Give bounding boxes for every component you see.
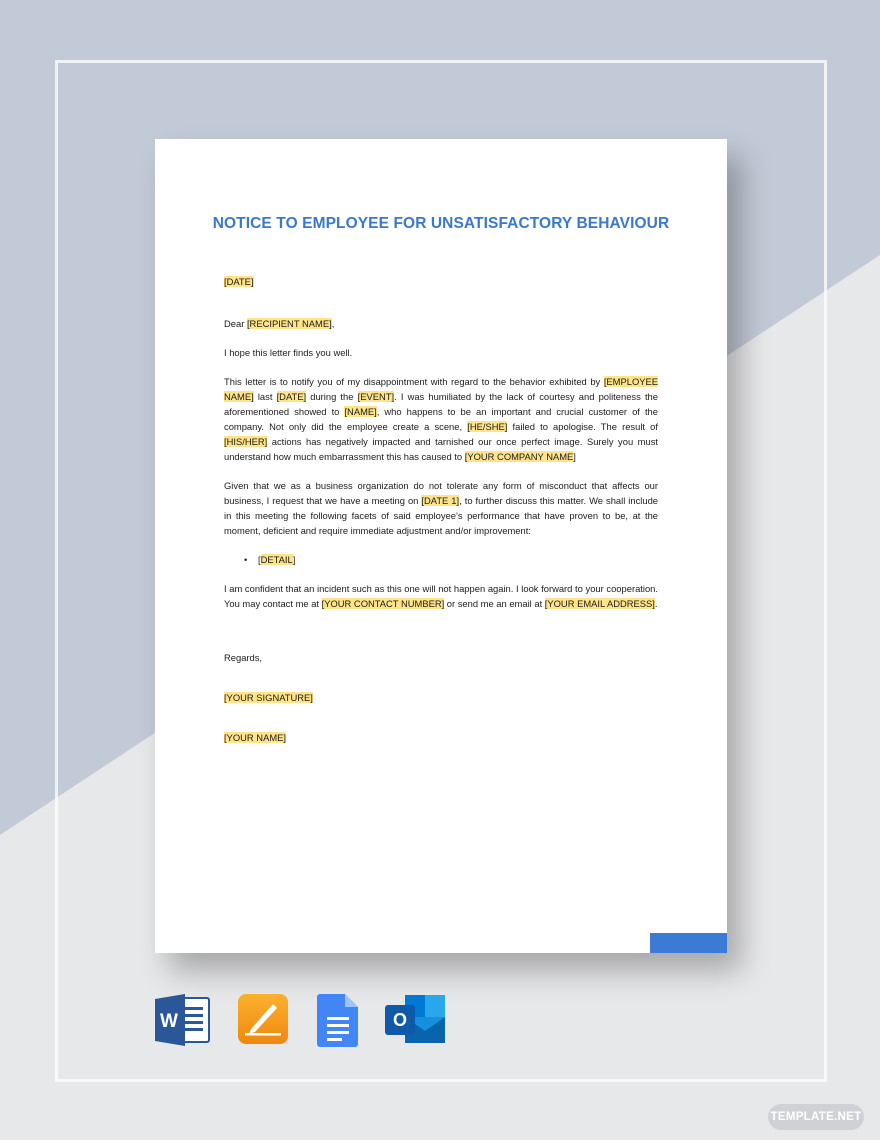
outlook-icon[interactable] xyxy=(385,993,447,1047)
contact-number-placeholder: [YOUR CONTACT NUMBER] xyxy=(321,598,445,609)
detail-placeholder: DETAIL xyxy=(260,554,293,565)
name-placeholder: [YOUR NAME] xyxy=(224,732,286,743)
event-date-placeholder: [DATE] xyxy=(276,391,307,402)
date-placeholder: [DATE] xyxy=(224,276,254,287)
watermark-badge: TEMPLATE.NET xyxy=(768,1104,864,1130)
company-name-placeholder: [YOUR COMPANY NAME xyxy=(464,451,574,462)
pages-icon[interactable] xyxy=(237,993,289,1047)
document-body xyxy=(224,274,658,745)
word-icon[interactable] xyxy=(155,993,211,1047)
paragraph-meeting: Given that we as a business organization do not tolerate any form of misconduct that affects our business, I request that we have a meeting on [DATE 1], to further discuss this matter. We shall include in this meeting the following facets of said employee’s performance that have proven to be, at the moment, deficient and require immediate adjustment and/or improvement: xyxy=(224,480,658,536)
event-placeholder: [EVENT] xyxy=(357,391,395,402)
greeting: I hope this letter finds you well. xyxy=(224,347,353,358)
bullet-marker: • xyxy=(244,554,248,565)
possessive-placeholder: [HIS/HER] xyxy=(224,436,268,447)
customer-name-placeholder: [NAME] xyxy=(344,406,377,417)
document-page xyxy=(155,139,727,953)
closing: Regards, xyxy=(224,652,263,663)
google-docs-icon[interactable] xyxy=(317,993,359,1047)
email-placeholder: [YOUR EMAIL ADDRESS] xyxy=(544,598,655,609)
page-corner-accent xyxy=(650,933,727,953)
recipient-placeholder: [RECIPIENT NAME] xyxy=(246,318,332,329)
word-icon-glyph: W xyxy=(160,1011,178,1032)
list-item: • [DETAIL] xyxy=(244,554,296,565)
salutation: Dear [RECIPIENT NAME], xyxy=(224,318,335,329)
signature-placeholder: [YOUR SIGNATURE] xyxy=(224,692,313,703)
outlook-icon-glyph: O xyxy=(392,1010,408,1030)
meeting-date-placeholder: [DATE 1] xyxy=(421,495,460,506)
paragraph-closing: I am confident that an incident such as this one will not happen again. I look forward to your cooperation. You may contact me at [YOUR CONTACT NUMBER] or send me an email at [YOUR EMAIL ADDRESS]. xyxy=(224,583,658,609)
paragraph-notice: This letter is to notify you of my disappointment with regard to the behavior exhibited by [EMPLOYEE NAME] last [DATE] during the [EVENT]. I was humiliated by the lack of courtesy and politeness the aforementioned showed to [NAME], who happens to be an important and crucial customer of the company. Not only did the employee create a scene, [HE/SHE] failed to apologise. The result of [HIS/HER] actions has negatively impacted and tarnished our once perfect image. Surely you must understand how much embarrassment this has caused to [YOUR COMPANY NAME] xyxy=(224,376,658,462)
document-title: NOTICE TO EMPLOYEE FOR UNSATISFACTORY BEHAVIOUR xyxy=(212,215,670,232)
employee-name-placeholder: [EMPLOYEE NAME] xyxy=(224,376,658,402)
pronoun-placeholder: [HE/SHE] xyxy=(467,421,508,432)
